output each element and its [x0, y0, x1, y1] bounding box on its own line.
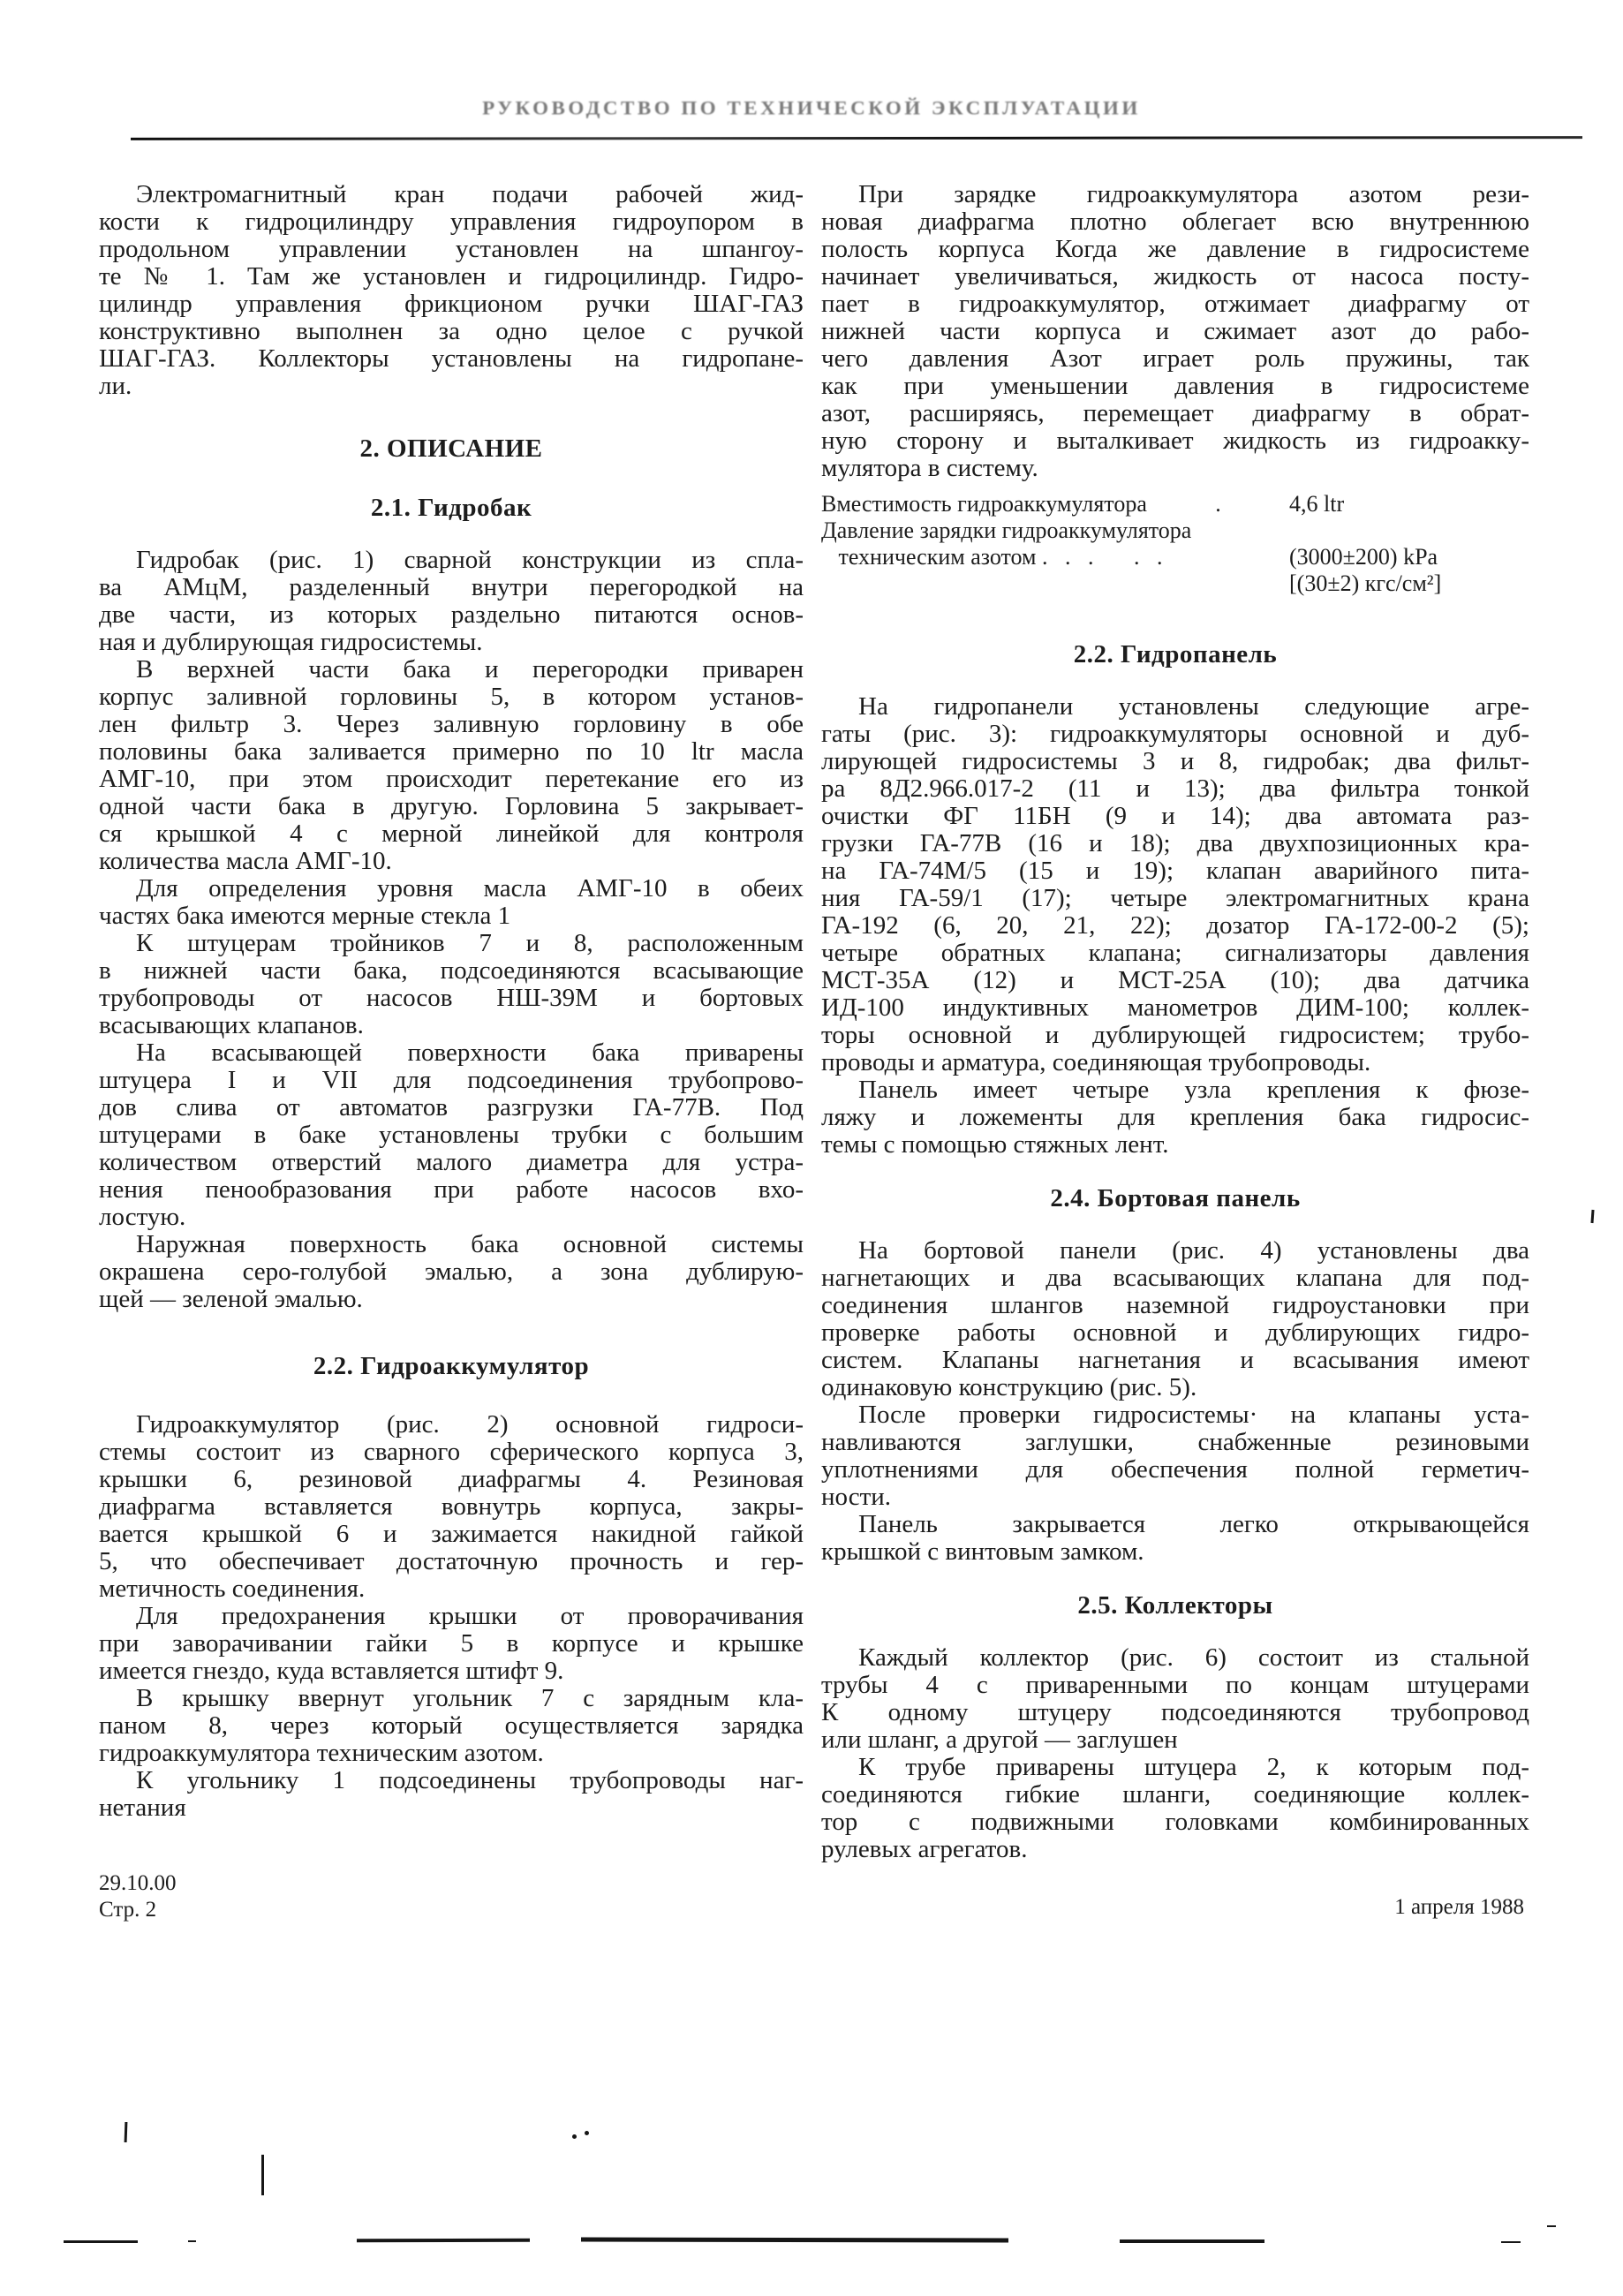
text-line: полость корпуса Когда же давление в гидросистеме	[821, 235, 1529, 263]
scan-artifact-apostrophe	[1590, 1210, 1594, 1223]
footer-page-number: Стр. 2	[99, 1898, 157, 1922]
text-line: чего давления Азот играет роль пружины, так	[821, 344, 1529, 373]
paragraph	[821, 693, 1529, 1076]
text-line: стемы состоит из сварного сферического корпуса 3,	[99, 1438, 804, 1466]
paragraph	[99, 1231, 804, 1313]
text-line: систем. Клапаны нагнетания и всасывания имеют	[821, 1346, 1529, 1374]
text-line: соединяются гибкие шланги, соединяющие коллек-	[821, 1780, 1529, 1809]
text-line: темы с помощью стяжных лент.	[821, 1130, 1169, 1159]
text-line: лен фильтр 3. Через заливную горловину в обе	[99, 710, 804, 738]
spec-value: [(30±2) кгс/см²]	[1289, 570, 1442, 596]
paragraph	[821, 1237, 1529, 1401]
text-line: гаты (рис. 3): гидроаккумуляторы основной и дуб-	[821, 720, 1529, 748]
footer-date: 1 апреля 1988	[1394, 1895, 1524, 1919]
text-line: крышки 6, резиновой диафрагмы 4. Резиновая	[99, 1465, 804, 1493]
text-line: Для определения уровня масла АМГ-10 в обеих	[136, 874, 804, 903]
spec-dot-leader	[821, 570, 1289, 597]
paragraph	[99, 1767, 804, 1822]
text-line: нижней части корпуса и сжимает азот до рабо-	[821, 317, 1529, 345]
spec-label: техническим азотом . . . . .	[821, 544, 1163, 570]
text-line: ли.	[99, 372, 132, 400]
text-line: имеется гнездо, куда вставляется штифт 9.	[99, 1657, 564, 1685]
scan-artifact-dash	[64, 2240, 138, 2243]
paragraph	[821, 1076, 1529, 1159]
text-line: При зарядке гидроаккумулятора азотом рези-	[858, 180, 1529, 208]
text-line: при заворачивании гайки 5 в корпусе и крышке	[99, 1629, 804, 1658]
text-line: навливаются заглушки, снабженные резиновыми	[821, 1428, 1529, 1456]
text-line: лирующей гидросистемы 3 и 8, гидробак; два фильт-	[821, 747, 1529, 775]
text-line: ра 8Д2.966.017-2 (11 и 13); два фильтра тонкой	[821, 774, 1529, 803]
text-line: в нижней части бака, подсоединяются всасывающие	[99, 956, 804, 985]
text-line: Гидроаккумулятор (рис. 2) основной гидроси-	[136, 1410, 804, 1439]
scan-artifact-dash	[1501, 2241, 1521, 2243]
text-line: крышкой с винтовым замком.	[821, 1537, 1144, 1566]
text-line: Для предохранения крышки от проворачивания	[136, 1602, 804, 1630]
paragraph	[821, 1511, 1529, 1566]
right-column	[821, 181, 1529, 1863]
text-line: ная и дублирующая гидросистемы.	[99, 628, 483, 656]
text-line: количеством отверстий малого диаметра для устра-	[99, 1148, 804, 1176]
text-line: корпус заливной горловины 5, в котором установ-	[99, 683, 804, 711]
text-line: начинает увеличиваться, жидкость от насоса посту-	[821, 262, 1529, 291]
text-line: 5, что обеспечивает достаточную прочность и гер-	[99, 1547, 804, 1575]
section-heading: 2.1. Гидробак	[370, 494, 532, 522]
spec-value: (3000±200) kPa	[1289, 544, 1438, 570]
paragraph	[99, 930, 804, 1039]
text-line: ШАГ-ГАЗ. Коллекторы установлены на гидропане-	[99, 344, 804, 373]
text-line: трубопроводы от насосов НШ-39М и бортовых	[99, 984, 804, 1012]
text-line: ся крышкой 4 с мерной линейкой для контроля	[99, 819, 804, 848]
text-line: Наружная поверхность бака основной системы	[136, 1230, 804, 1258]
section-heading: 2.4. Бортовая панель	[1050, 1184, 1301, 1212]
spec-value: 4,6 ltr	[1289, 491, 1345, 517]
header-rule	[131, 136, 1582, 140]
text-line: В верхней части бака и перегородки приварен	[136, 655, 804, 684]
text-line: конструктивно выполнен за одно целое с ручкой	[99, 317, 804, 345]
text-line: две части, из которых раздельно питаются основ-	[99, 600, 804, 629]
text-line: паном 8, через который осуществляется зарядка	[99, 1711, 804, 1740]
text-line: очистки ФГ 11БН (9 и 14); два автомата раз-	[821, 802, 1529, 830]
paragraph	[821, 1644, 1529, 1754]
text-line: трубы 4 с приваренными по концам штуцерами	[821, 1671, 1529, 1699]
text-line: нения пенообразования при работе насосов вхо-	[99, 1175, 804, 1204]
text-line: АМГ-10, при этом происходит перетекание его из	[99, 765, 804, 793]
text-line: МСТ-35А (12) и МСТ-25А (10); два датчика	[821, 966, 1529, 994]
text-line: как при уменьшении давления в гидросистеме	[821, 372, 1529, 400]
text-line: азот, расширяясь, перемещает диафрагму в обрат-	[821, 399, 1529, 427]
paragraph	[99, 1685, 804, 1767]
text-line: На бортовой панели (рис. 4) установлены два	[858, 1236, 1529, 1265]
text-line: нетания	[99, 1794, 186, 1822]
scan-artifact-dash	[188, 2240, 196, 2242]
text-line: пает в гидроаккумулятор, отжимает диафрагму от	[821, 290, 1529, 318]
text-line: ности.	[821, 1483, 892, 1511]
text-line: гидроаккумулятора техническим азотом.	[99, 1739, 544, 1767]
text-line: щей — зеленой эмалью.	[99, 1285, 363, 1313]
section-heading: 2. ОПИСАНИЕ	[359, 434, 543, 463]
text-line: окрашена серо-голубой эмалью, а зона дублирую-	[99, 1258, 804, 1286]
text-line: лостую.	[99, 1203, 186, 1231]
text-line: частях бака имеются мерные стекла 1	[99, 902, 511, 930]
scan-artifact-tick	[125, 2122, 128, 2142]
text-line: Электромагнитный кран подачи рабочей жид-	[136, 180, 804, 208]
text-line: проверке работы основной и дублирующих гидро-	[821, 1318, 1529, 1347]
paragraph	[99, 181, 804, 400]
text-line: К угольнику 1 подсоединены трубопроводы наг-	[136, 1766, 804, 1794]
spec-row	[821, 544, 1529, 570]
text-line: К одному штуцеру подсоединяются трубопровод	[821, 1698, 1529, 1726]
text-line: соединения шлангов наземной гидроустановки при	[821, 1291, 1529, 1319]
paragraph	[99, 547, 804, 656]
spec-table	[821, 491, 1529, 597]
text-line: новая диафрагма плотно облегает всю внутреннюю	[821, 208, 1529, 236]
text-line: штуцера I и VII для подсоединения трубопрово-	[99, 1066, 804, 1094]
scan-artifact-dash	[357, 2239, 530, 2243]
text-line: или шланг, а другой — заглушен	[821, 1726, 1178, 1754]
text-line: ную сторону и выталкивает жидкость из гидроакку-	[821, 427, 1529, 455]
text-line: одинаковую конструкцию (рис. 5).	[821, 1373, 1197, 1401]
text-line: нагнетающих и два всасывающих клапана для под-	[821, 1264, 1529, 1292]
text-line: Гидробак (рис. 1) сварной конструкции из спла-	[136, 546, 804, 574]
text-line: половины бака заливается примерно по 10 ltr масла	[99, 737, 804, 766]
text-line: проводы и арматура, соединяющая трубопроводы.	[821, 1048, 1371, 1076]
text-line: После проверки гидросистемы· на клапаны уста-	[858, 1401, 1529, 1429]
spec-row	[821, 491, 1529, 517]
spec-dot-leader: .	[1215, 491, 1221, 517]
paragraph	[99, 1603, 804, 1685]
text-line: вается крышкой 6 и зажимается накидной гайкой	[99, 1520, 804, 1548]
text-line: На гидропанели установлены следующие агре-	[858, 692, 1529, 721]
text-line: грузки ГА-77В (16 и 18); два двухпозиционных кра-	[821, 829, 1529, 857]
text-line: на ГА-74М/5 (15 и 19); клапан аварийного пита-	[821, 857, 1529, 885]
text-line: диафрагма вставляется вовнутрь корпуса, закры-	[99, 1492, 804, 1521]
text-line: ния ГА-59/1 (17); четыре электромагнитных крана	[821, 884, 1529, 912]
spec-row	[821, 570, 1529, 597]
paragraph	[821, 181, 1529, 482]
text-line: мулятора в систему.	[821, 454, 1038, 482]
text-line: штуцерами в баке установлены трубки с большим	[99, 1121, 804, 1149]
text-line: К штуцерам тройников 7 и 8, расположенным	[136, 929, 804, 957]
section-heading: 2.5. Коллекторы	[1077, 1591, 1273, 1620]
text-line: торы основной и дублирующей гидросистем; трубо-	[821, 1021, 1529, 1049]
text-line: ГА-192 (6, 20, 21, 22); дозатор ГА-172-00-2 (5);	[821, 911, 1529, 940]
paragraph	[99, 656, 804, 875]
text-line: количества масла АМГ-10.	[99, 847, 392, 875]
paragraph	[99, 1039, 804, 1231]
paragraph	[821, 1754, 1529, 1863]
paragraph	[99, 1411, 804, 1603]
text-line: продольном управлении установлен на шпангоу-	[99, 235, 804, 263]
paragraph	[821, 1401, 1529, 1511]
text-line: уплотнениями для обеспечения полной герметич-	[821, 1455, 1529, 1484]
text-line: ляжу и ложементы для крепления бака гидросис-	[821, 1103, 1529, 1131]
text-line: одной части бака в другую. Горловина 5 закрывает-	[99, 792, 804, 820]
text-line: Панель имеет четыре узла крепления к фюзе-	[858, 1076, 1529, 1104]
text-line: дов слива от автоматов разгрузки ГА-77В. Под	[99, 1093, 804, 1122]
text-line: Каждый коллектор (рис. 6) состоит из стальной	[858, 1643, 1529, 1672]
page-header-title: РУКОВОДСТВО ПО ТЕХНИЧЕСКОЙ ЭКСПЛУАТАЦИИ	[482, 97, 1141, 119]
text-line: цилиндр управления фрикционом ручки ШАГ-ГАЗ	[99, 290, 804, 318]
text-line: ва АМцМ, разделенный внутри перегородкой на	[99, 573, 804, 601]
scan-artifact-dot	[585, 2131, 589, 2135]
spec-value	[1289, 517, 1529, 544]
text-line: Панель закрывается легко открывающейся	[858, 1510, 1529, 1538]
paragraph	[99, 875, 804, 930]
scan-artifact-dash	[1120, 2239, 1264, 2243]
text-line: ИД-100 индуктивных манометров ДИМ-100; коллек-	[821, 993, 1529, 1022]
scan-artifact-dot	[572, 2134, 577, 2139]
text-line: тор с подвижными головками комбинированных	[821, 1808, 1529, 1836]
text-line: рулевых агрегатов.	[821, 1835, 1028, 1863]
spec-label: Вместимость гидроаккумулятора	[821, 491, 1147, 517]
left-column	[99, 181, 804, 1822]
text-line: На всасывающей поверхности бака приварены	[136, 1038, 804, 1067]
footer-section-number	[99, 1870, 177, 1923]
footer-doc-code: 29.10.00	[99, 1871, 177, 1895]
scan-artifact-bar	[261, 2155, 264, 2195]
text-line: метичность соединения.	[99, 1575, 366, 1603]
text-line: те № 1. Там же установлен и гидроцилиндр. Гидро-	[99, 262, 804, 291]
text-line: кости к гидроцилиндру управления гидроупором в	[99, 208, 804, 236]
text-line: всасывающих клапанов.	[99, 1011, 364, 1039]
section-heading: 2.2. Гидроаккумулятор	[313, 1352, 590, 1380]
spec-dot-leader	[1162, 544, 1289, 570]
spec-label: Давление зарядки гидроаккумулятора	[821, 517, 1192, 543]
spec-row	[821, 517, 1529, 544]
scan-artifact-dash	[581, 2237, 1008, 2242]
spec-dot-leader	[1191, 517, 1289, 544]
section-heading: 2.2. Гидропанель	[1073, 640, 1278, 668]
scan-artifact-dash	[1547, 2225, 1556, 2227]
text-line: четыре обратных клапана; сигнализаторы давления	[821, 939, 1529, 967]
text-line: В крышку ввернут угольник 7 с зарядным кла-	[136, 1684, 804, 1712]
text-line: К трубе приварены штуцера 2, к которым под-	[858, 1753, 1529, 1781]
